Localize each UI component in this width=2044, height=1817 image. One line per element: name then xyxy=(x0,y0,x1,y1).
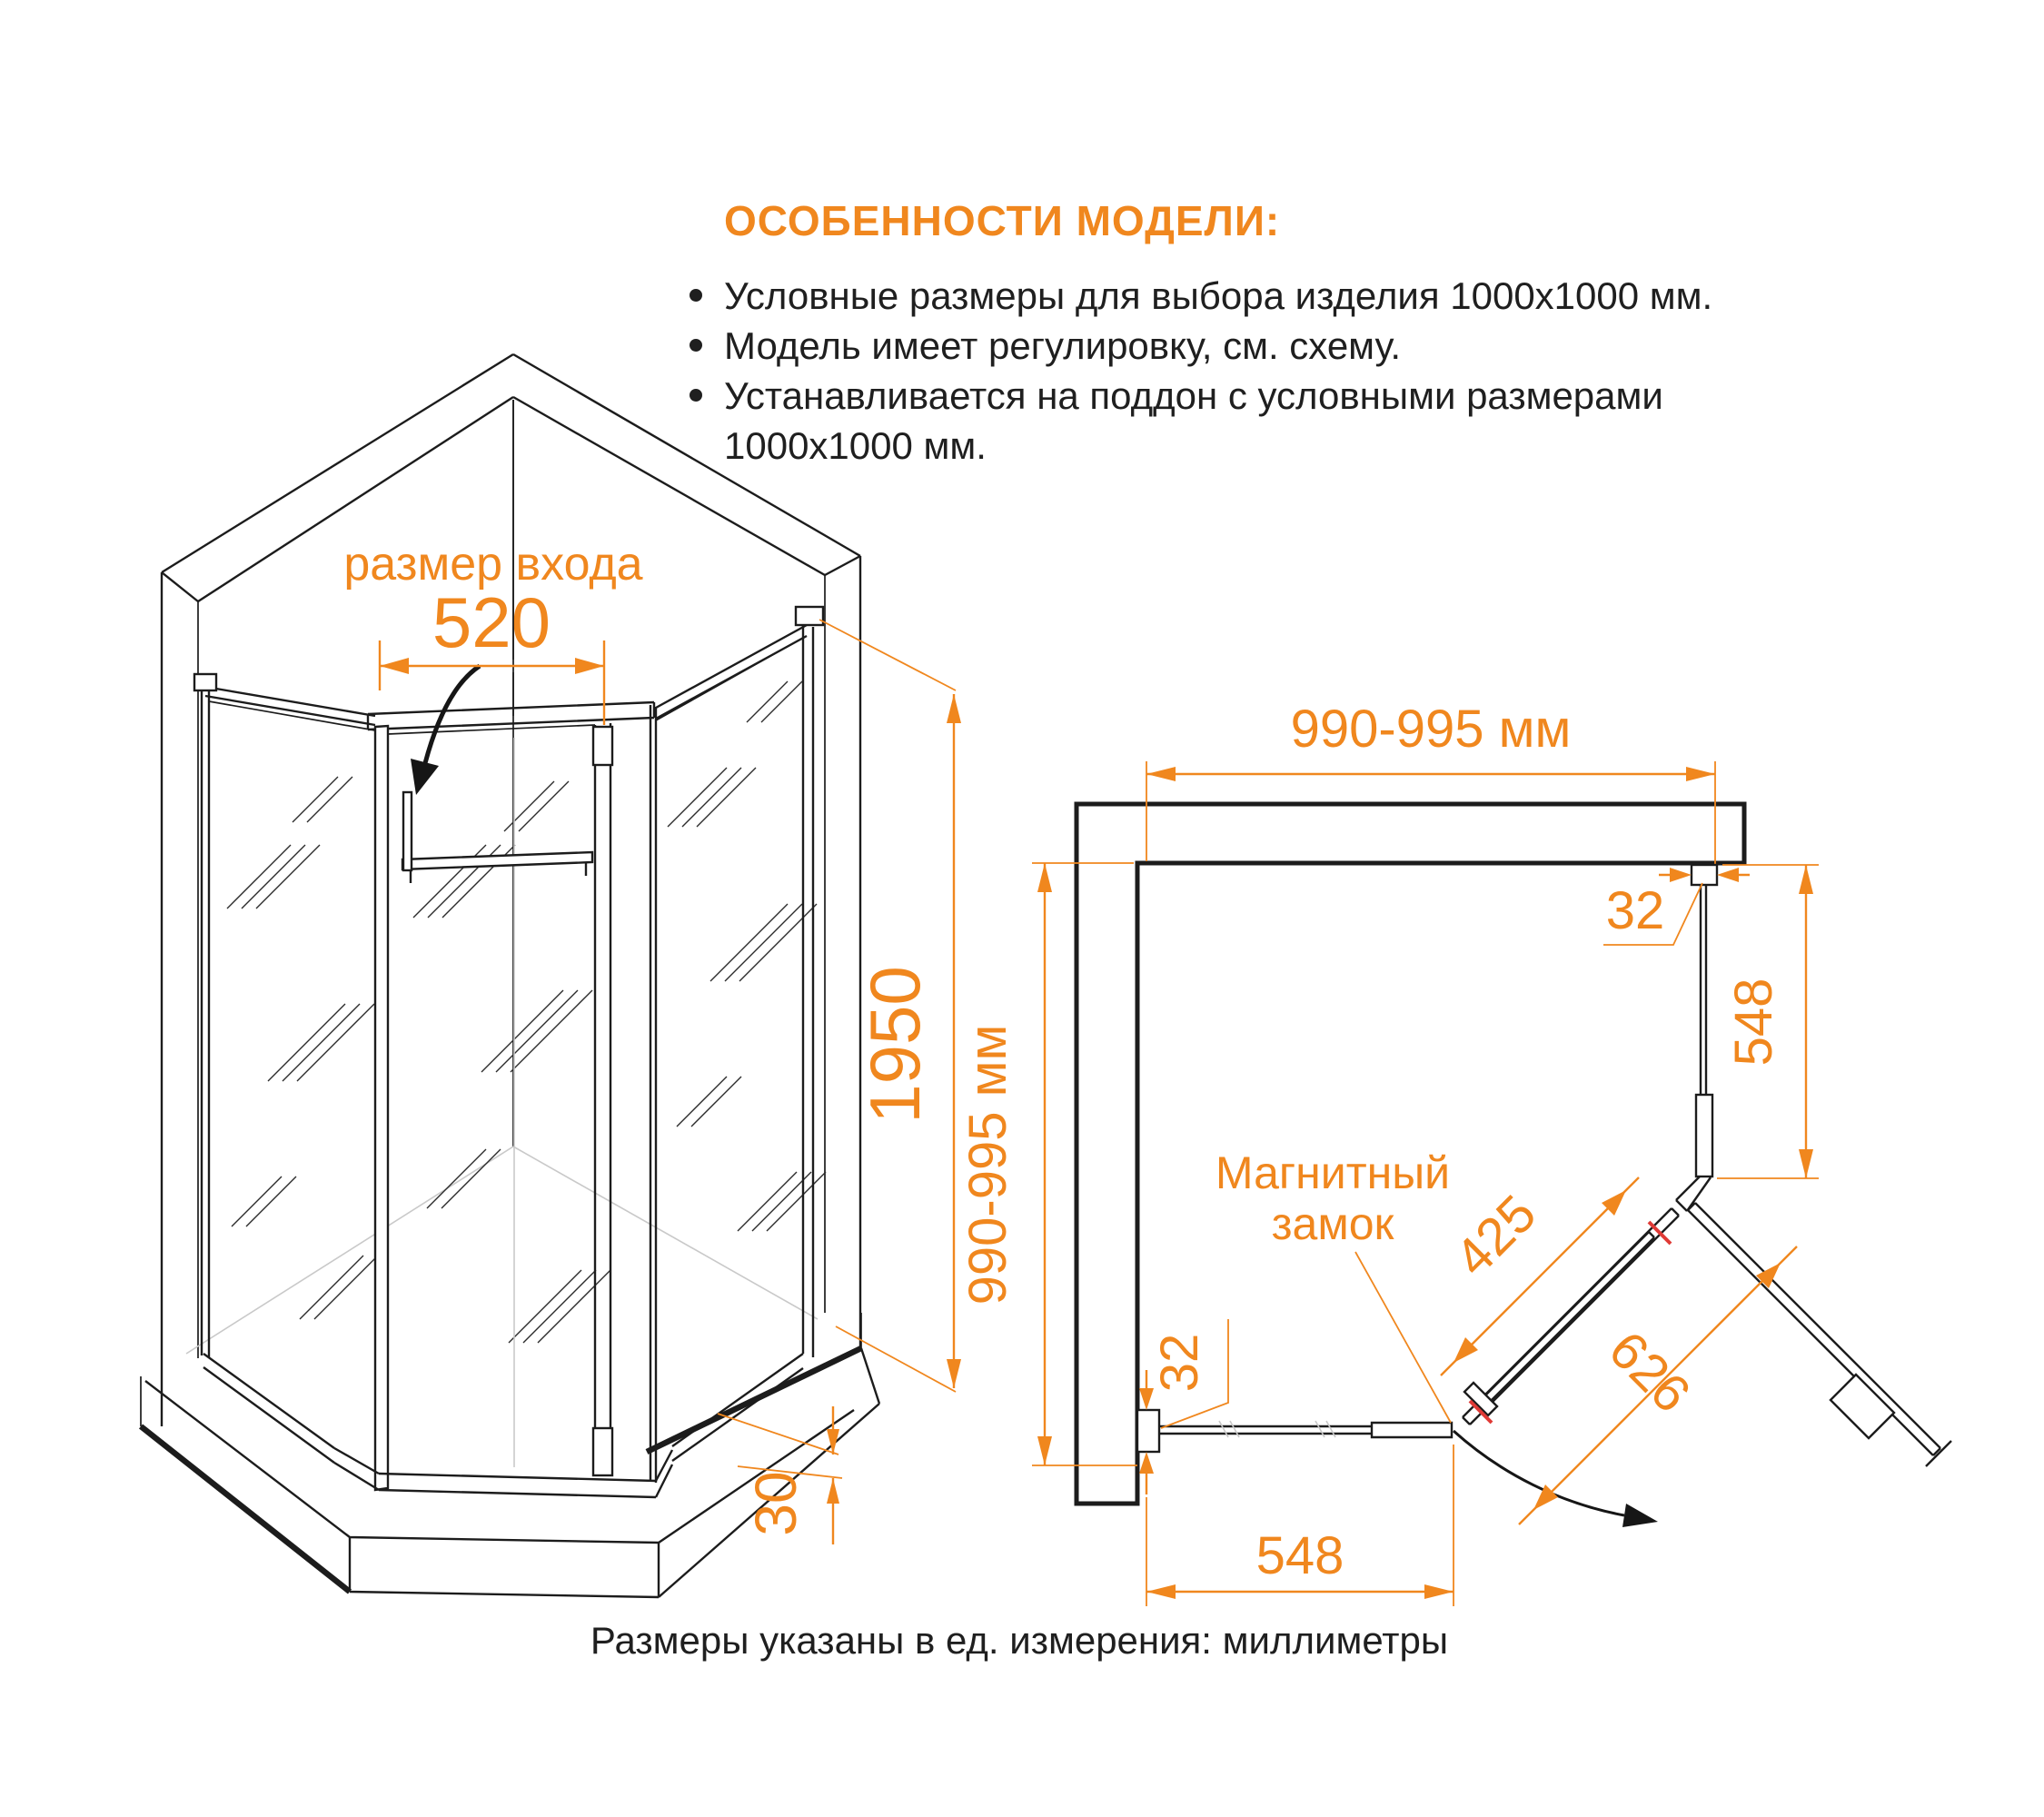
magnet-lock-label xyxy=(1215,1147,1451,1423)
dim-height xyxy=(819,620,961,1392)
magnet-label-line1: Магнитный xyxy=(1215,1147,1451,1198)
height-value: 1950 xyxy=(855,966,935,1124)
plan-fixed-glass-right xyxy=(1676,865,1717,1211)
dim-door-glass xyxy=(1441,1177,1639,1375)
door-handle xyxy=(1831,1375,1894,1438)
feature-text: Устанавливается на поддон с условными размерами 1000x1000 мм. xyxy=(724,374,1663,467)
plan-fixed-glass-bottom xyxy=(1137,1410,1452,1452)
dim-profile-bottom xyxy=(1139,1319,1228,1494)
glass-bottom-value: 548 xyxy=(1255,1526,1344,1585)
isometric-view xyxy=(141,354,961,1597)
dim-door-width xyxy=(1519,1246,1797,1524)
tray-height-value: 30 xyxy=(743,1471,809,1536)
dim-glass-right xyxy=(1717,865,1819,1178)
iso-tray xyxy=(141,1313,879,1597)
iso-walls xyxy=(162,354,860,1426)
entrance-label: размер входа xyxy=(343,538,643,591)
dim-glass-bottom xyxy=(1146,1445,1454,1606)
door-glass-value: 425 xyxy=(1444,1184,1548,1288)
dim-entrance xyxy=(343,400,642,725)
plan-depth-value: 990-995 мм xyxy=(958,1024,1017,1306)
glass-right-value: 548 xyxy=(1724,978,1783,1067)
profile-bottom-value: 32 xyxy=(1150,1333,1209,1393)
plan-door-open xyxy=(1688,1203,1951,1466)
feature-text: Условные размеры для выбора изделия 1000x1000 мм. xyxy=(724,274,1713,317)
entrance-width-value: 520 xyxy=(432,582,551,662)
door-width-value: 626 xyxy=(1597,1320,1702,1425)
magnet-label-line2: замок xyxy=(1271,1198,1394,1249)
dim-tray-height xyxy=(718,1406,842,1544)
plan-swing-arc xyxy=(1454,1431,1658,1527)
iso-frame xyxy=(194,607,823,1497)
plan-view xyxy=(958,700,1951,1606)
iso-glass-hatching xyxy=(227,681,826,1343)
profile-top-value: 32 xyxy=(1605,881,1665,940)
plan-width-value: 990-995 мм xyxy=(1290,700,1572,759)
feature-text: Модель имеет регулировку, см. схему. xyxy=(724,324,1401,367)
iso-door-handle xyxy=(402,792,592,883)
units-note: Размеры указаны в ед. измерения: миллиметры xyxy=(590,1619,1449,1662)
dim-profile-top xyxy=(1603,868,1750,945)
features-title: ОСОБЕННОСТИ МОДЕЛИ: xyxy=(724,197,1281,244)
